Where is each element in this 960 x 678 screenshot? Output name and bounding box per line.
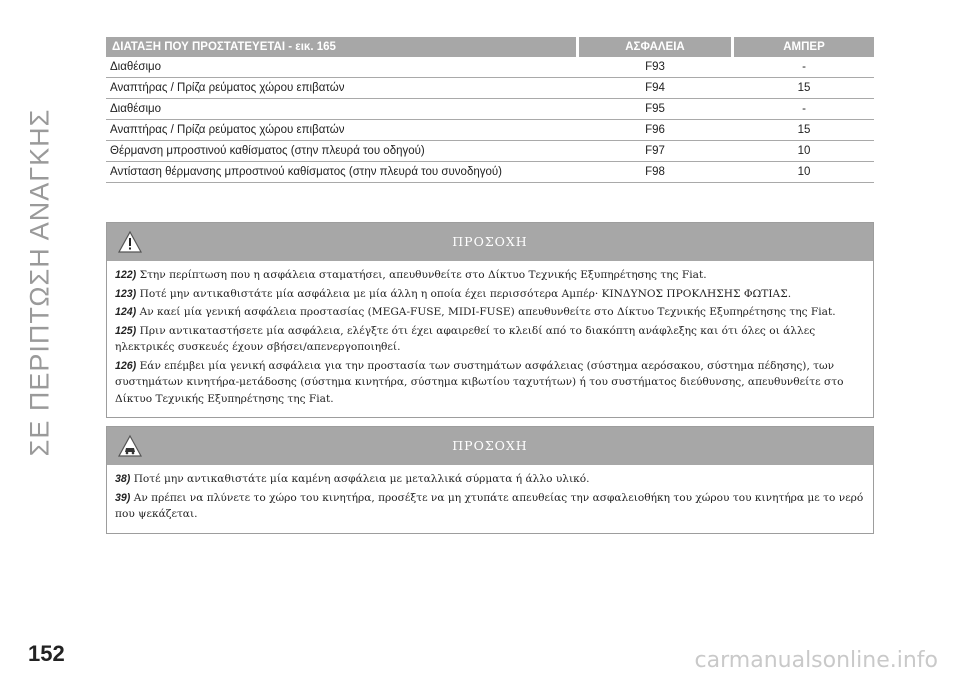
device-cell: Αναπτήρας / Πρίζα ρεύματος χώρου επιβατών	[106, 120, 576, 141]
device-cell: Διαθέσιμο	[106, 99, 576, 120]
ampere-cell: -	[734, 57, 874, 78]
table-row	[106, 57, 874, 78]
fuse-table-header	[106, 37, 874, 57]
warning-title: ΠΡΟΣΟΧΗ	[452, 438, 528, 453]
ampere-cell: 10	[734, 141, 874, 162]
section-side-title	[20, 22, 60, 542]
note-number: 38)	[115, 473, 131, 485]
note-text: Πριν αντικαταστήσετε μία ασφάλεια, ελέγξτε ότι έχει αφαιρεθεί το κλειδί από το διακόπτη ανάφλεξης και ότι όλες οι άλλες ηλεκτρικές συσκευές έχουν σβήσει/απενεργοποιηθεί.	[115, 324, 816, 353]
ampere-cell: 15	[734, 78, 874, 99]
table-row	[106, 99, 874, 120]
ampere-cell: 15	[734, 120, 874, 141]
warning-header	[107, 427, 873, 465]
page-number: 152	[28, 641, 65, 666]
warning-box-vehicle	[106, 426, 874, 534]
section-side-title-text: ΣΕ ΠΕΡΙΠΤΩΣΗ ΑΝΑΓΚΗΣ	[24, 108, 55, 456]
note-number: 124)	[115, 306, 137, 318]
fuse-cell: F98	[579, 162, 731, 183]
note-text: Εάν επέμβει μία γενική ασφάλεια για την προστασία των συστημάτων ασφάλειας (σύστημα αερόσακου, σύστημα πέδησης), των συστημάτων κινητήρα-μετάδοσης (σύστημα κινητήρα, σύστημα κιβωτίου ταχυτήτων) ή του συστήματος διεύθυνσης, απευθυνθείτε στο Δίκτυο Τεχνικής Εξυπηρέτησης της Fiat.	[115, 359, 844, 405]
note-item	[115, 490, 865, 523]
table-row	[106, 120, 874, 141]
note-number: 122)	[115, 269, 137, 281]
warning-header	[107, 223, 873, 261]
watermark-text: carmanualsonline.info	[694, 648, 938, 673]
note-text: Ποτέ μην αντικαθιστάτε μία καμένη ασφάλεια με μεταλλικά σύρματα ή άλλο υλικό.	[133, 473, 590, 485]
fuse-cell: F97	[579, 141, 731, 162]
device-cell: Διαθέσιμο	[106, 57, 576, 78]
device-cell: Αντίσταση θέρμανσης μπροστινού καθίσματος (στην πλευρά του συνοδηγού)	[106, 162, 576, 183]
device-cell: Θέρμανση μπροστινού καθίσματος (στην πλευρά του οδηγού)	[106, 141, 576, 162]
header-ampere: ΑΜΠΕΡ	[734, 37, 874, 57]
car-warning-icon	[117, 434, 143, 458]
warning-body	[107, 465, 873, 533]
table-row	[106, 141, 874, 162]
note-text: Αν πρέπει να πλύνετε το χώρο του κινητήρα, προσέξτε να μη χτυπάτε απευθείας την ασφαλειοθήκη του χώρου του κινητήρα με το νερό που ψεκάζεται.	[115, 491, 864, 520]
note-number: 39)	[115, 491, 131, 504]
note-item	[115, 267, 865, 284]
ampere-cell: 10	[734, 162, 874, 183]
table-row	[106, 78, 874, 99]
note-number: 126)	[115, 359, 137, 372]
device-cell: Αναπτήρας / Πρίζα ρεύματος χώρου επιβατών	[106, 78, 576, 99]
fuse-cell: F95	[579, 99, 731, 120]
note-number: 123)	[115, 287, 137, 300]
note-text: Ποτέ μην αντικαθιστάτε μία ασφάλεια με μία άλλη η οποία έχει περισσότερα Αμπέρ· ΚΙΝΔΥΝΟΣ ΠΡΟΚΛΗΣΗΣ ΦΩΤΙΑΣ.	[139, 287, 792, 300]
note-item	[115, 323, 865, 356]
note-item	[115, 286, 865, 303]
ampere-cell: -	[734, 99, 874, 120]
warning-title: ΠΡΟΣΟΧΗ	[452, 234, 528, 249]
note-item	[115, 358, 865, 408]
warning-box-general	[106, 222, 874, 418]
header-device: ΔΙΑΤΑΞΗ ΠΟΥ ΠΡΟΣΤΑΤΕΥΕΤΑΙ - εικ. 165	[106, 37, 576, 57]
note-text: Αν καεί μία γενική ασφάλεια προστασίας (MEGA-FUSE, MIDI-FUSE) απευθυνθείτε στο Δίκτυο Τεχνικής Εξυπηρέτησης της Fiat.	[139, 306, 836, 318]
note-item	[115, 471, 865, 488]
warning-body	[107, 261, 873, 417]
fuse-table	[106, 37, 874, 183]
table-row	[106, 162, 874, 183]
note-item	[115, 304, 865, 321]
fuse-cell: F93	[579, 57, 731, 78]
note-text: Στην περίπτωση που η ασφάλεια σταματήσει, απευθυνθείτε στο Δίκτυο Τεχνικής Εξυπηρέτησης της Fiat.	[139, 269, 707, 281]
fuse-cell: F94	[579, 78, 731, 99]
fuse-cell: F96	[579, 120, 731, 141]
note-number: 125)	[115, 324, 137, 337]
warning-triangle-icon	[117, 230, 143, 254]
header-fuse: ΑΣΦΑΛΕΙΑ	[579, 37, 731, 57]
